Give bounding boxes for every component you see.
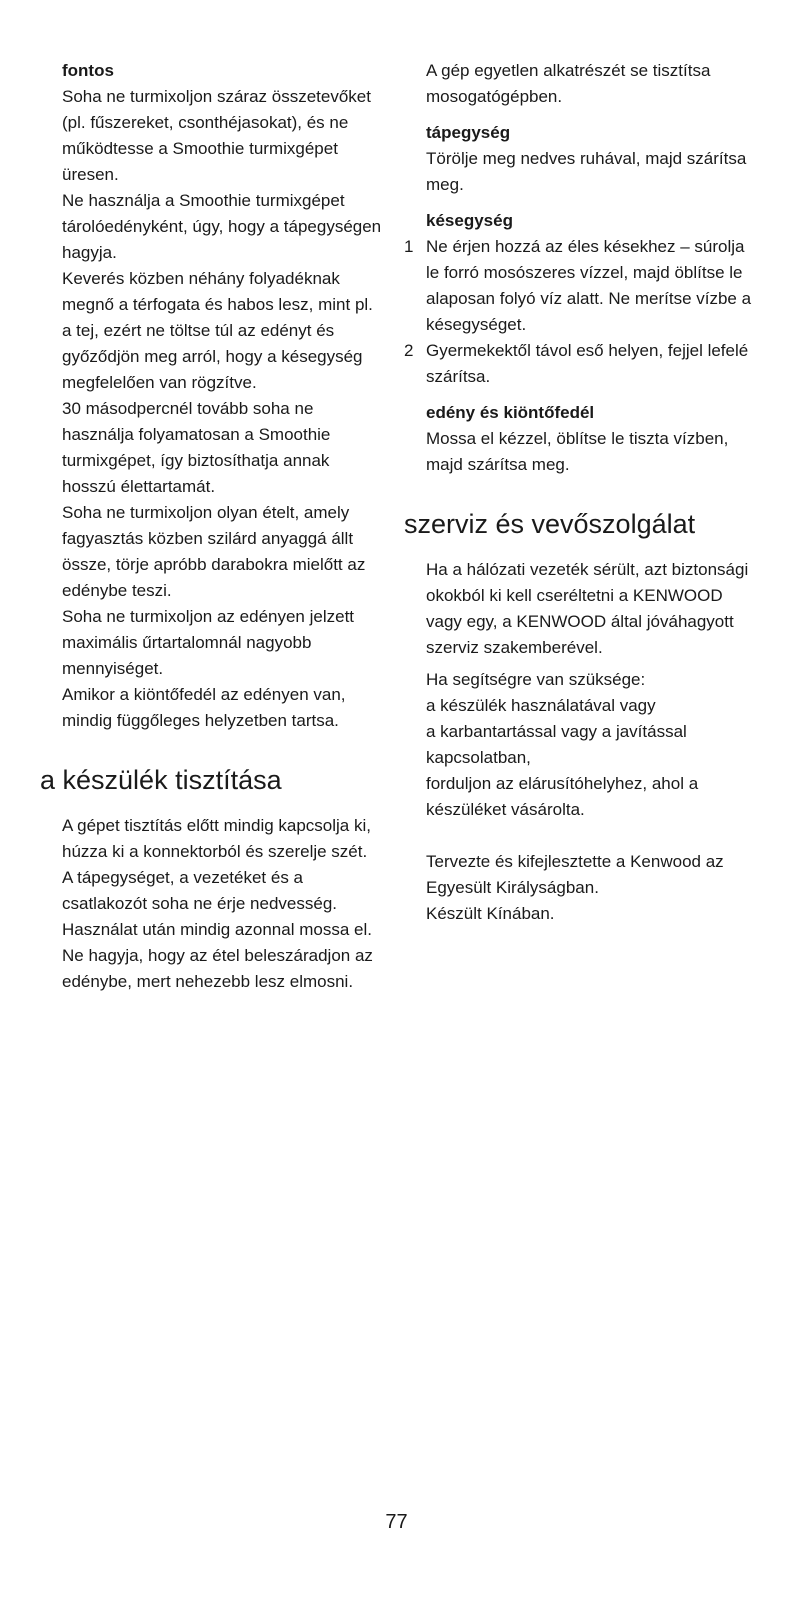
bullet-icon bbox=[40, 813, 62, 865]
numbered-item bbox=[404, 234, 760, 338]
bullet-icon bbox=[40, 188, 62, 266]
bullet-item bbox=[40, 813, 382, 865]
section-subheading: tápegység bbox=[426, 123, 511, 142]
section-heading-service: szerviz és vevőszolgálat bbox=[404, 509, 696, 539]
bullet-icon bbox=[404, 146, 426, 198]
bullet-icon bbox=[40, 266, 62, 396]
section-subheading: késegység bbox=[426, 211, 513, 230]
item-text: A gépet tisztítás előtt mindig kapcsolja ki, húzza ki a konnektorból és szerelje szét. bbox=[62, 816, 371, 861]
bullet-item bbox=[40, 682, 382, 734]
item-text: Soha ne turmixoljon száraz összetevőket (pl. fűszereket, csonthéjasokat), és ne működtesse a Smoothie turmixgépet üresen. bbox=[62, 87, 371, 184]
bullet-icon bbox=[40, 396, 62, 500]
bullet-icon bbox=[40, 865, 62, 917]
step-number: 1 bbox=[404, 237, 414, 256]
bullet-item bbox=[40, 188, 382, 266]
item-text: Ha a hálózati vezeték sérült, azt biztonsági okokból ki kell cseréltetni a KENWOOD vagy egy, a KENWOOD által jóváhagyott szerviz szakemberével. bbox=[426, 560, 749, 657]
bullet-item bbox=[40, 396, 382, 500]
bullet-item bbox=[40, 500, 382, 604]
bullet-icon bbox=[40, 917, 62, 995]
item-text: Ne érjen hozzá az éles késekhez – súrolja le forró mosószeres vízzel, majd öblítse le alaposan folyó víz alatt. Ne merítse vízbe a késegységet. bbox=[426, 237, 752, 334]
bullet-item bbox=[404, 58, 760, 110]
bullet-item bbox=[404, 146, 760, 198]
bullet-item bbox=[40, 865, 382, 917]
step-number: 2 bbox=[404, 341, 414, 360]
bullet-item bbox=[40, 84, 382, 188]
item-text: Készült Kínában. bbox=[426, 904, 555, 923]
bullet-item bbox=[40, 604, 382, 682]
section-subheading: edény és kiöntőfedél bbox=[426, 403, 595, 422]
item-text: Gyermekektől távol eső helyen, fejjel lefelé szárítsa. bbox=[426, 341, 749, 386]
item-text: Keverés közben néhány folyadéknak megnő a térfogata és habos lesz, mint pl. a tej, ezért ne töltse túl az edényt és győződjön meg arról, hogy a késegység megfelelően van rögzítve. bbox=[62, 269, 373, 392]
bullet-item bbox=[404, 719, 760, 771]
bullet-icon bbox=[40, 84, 62, 188]
item-text: Soha ne turmixoljon olyan ételt, amely fagyasztás közben szilárd anyaggá állt össze, törje apróbb darabokra mielőtt az edénybe teszi. bbox=[62, 503, 366, 600]
bullet-icon bbox=[40, 500, 62, 604]
item-text: 30 másodpercnél tovább soha ne használja folyamatosan a Smoothie turmixgépet, így biztosíthatja annak hosszú élettartamát. bbox=[62, 399, 331, 496]
item-text: a készülék használatával vagy bbox=[426, 696, 656, 715]
item-text: A tápegységet, a vezetéket és a csatlakozót soha ne érje nedvesség. bbox=[62, 868, 338, 913]
bullet-icon bbox=[404, 849, 426, 901]
bullet-item bbox=[40, 917, 382, 995]
bullet-icon bbox=[40, 682, 62, 734]
item-text: A gép egyetlen alkatrészét se tisztítsa mosogatógépben. bbox=[426, 61, 711, 106]
numbered-item bbox=[404, 338, 760, 390]
paragraph: Mossa el kézzel, öblítse le tiszta vízben, majd szárítsa meg. bbox=[426, 429, 729, 474]
bullet-item bbox=[404, 557, 760, 661]
bullet-icon bbox=[404, 557, 426, 661]
item-text: forduljon az elárusítóhelyhez, ahol a készüléket vásárolta. bbox=[426, 774, 699, 819]
bullet-icon bbox=[40, 604, 62, 682]
bullet-item bbox=[404, 849, 760, 901]
left-column bbox=[40, 58, 382, 995]
section-heading-cleaning: a készülék tisztítása bbox=[40, 765, 282, 795]
item-text: Használat után mindig azonnal mossa el. Ne hagyja, hogy az étel beleszáradjon az edénybe, mert nehezebb lesz elmosni. bbox=[62, 920, 373, 991]
bullet-icon bbox=[404, 693, 426, 719]
bullet-icon bbox=[404, 901, 426, 927]
bullet-icon bbox=[404, 719, 426, 771]
item-text: a karbantartással vagy a javítással kapcsolatban, bbox=[426, 722, 687, 767]
bullet-item bbox=[404, 693, 760, 719]
item-text: Tervezte és kifejlesztette a Kenwood az Egyesült Királyságban. bbox=[426, 852, 724, 897]
paragraph: Ha segítségre van szüksége: bbox=[426, 670, 646, 689]
page-number: 77 bbox=[385, 1511, 408, 1533]
section-subheading: fontos bbox=[62, 61, 114, 80]
bullet-item bbox=[404, 771, 760, 823]
bullet-icon bbox=[404, 771, 426, 823]
item-text: Amikor a kiöntőfedél az edényen van, mindig függőleges helyzetben tartsa. bbox=[62, 685, 346, 730]
item-text: Soha ne turmixoljon az edényen jelzett maximális űrtartalomnál nagyobb mennyiséget. bbox=[62, 607, 355, 678]
item-text: Ne használja a Smoothie turmixgépet tárolóedényként, úgy, hogy a tápegységen hagyja. bbox=[62, 191, 382, 262]
bullet-item bbox=[40, 266, 382, 396]
bullet-item bbox=[404, 901, 760, 927]
bullet-icon bbox=[404, 58, 426, 110]
item-text: Törölje meg nedves ruhával, majd szárítsa meg. bbox=[426, 149, 747, 194]
right-column bbox=[404, 58, 760, 995]
